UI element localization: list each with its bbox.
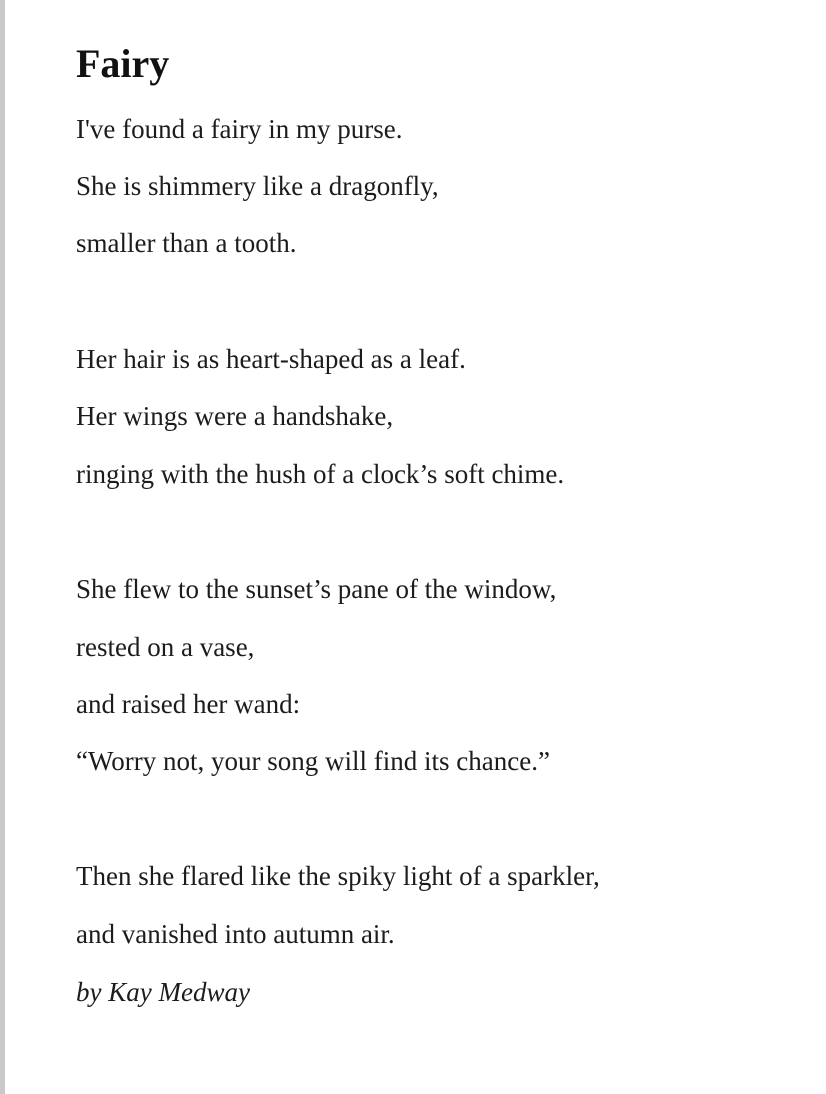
poem-line: Her wings were a handshake, xyxy=(76,401,394,431)
poem-line: “Worry not, your song will find its chance.” xyxy=(76,746,550,776)
poem-line: She flew to the sunset’s pane of the window, xyxy=(76,574,557,604)
poem-line: and raised her wand: xyxy=(76,689,301,719)
poem-line: and vanished into autumn air. xyxy=(76,919,395,949)
poem-line: smaller than a tooth. xyxy=(76,228,297,258)
poem-line: rested on a vase, xyxy=(76,632,255,662)
poem-line: She is shimmery like a dragonfly, xyxy=(76,171,439,201)
poem-line: I've found a fairy in my purse. xyxy=(76,114,403,144)
poem-title: Fairy xyxy=(76,41,170,86)
poem-line: Her hair is as heart-shaped as a leaf. xyxy=(76,344,466,374)
poem-line: Then she flared like the spiky light of a sparkler, xyxy=(76,861,600,891)
poem-line: ringing with the hush of a clock’s soft chime. xyxy=(76,459,565,489)
poem-byline: by Kay Medway xyxy=(76,977,250,1007)
